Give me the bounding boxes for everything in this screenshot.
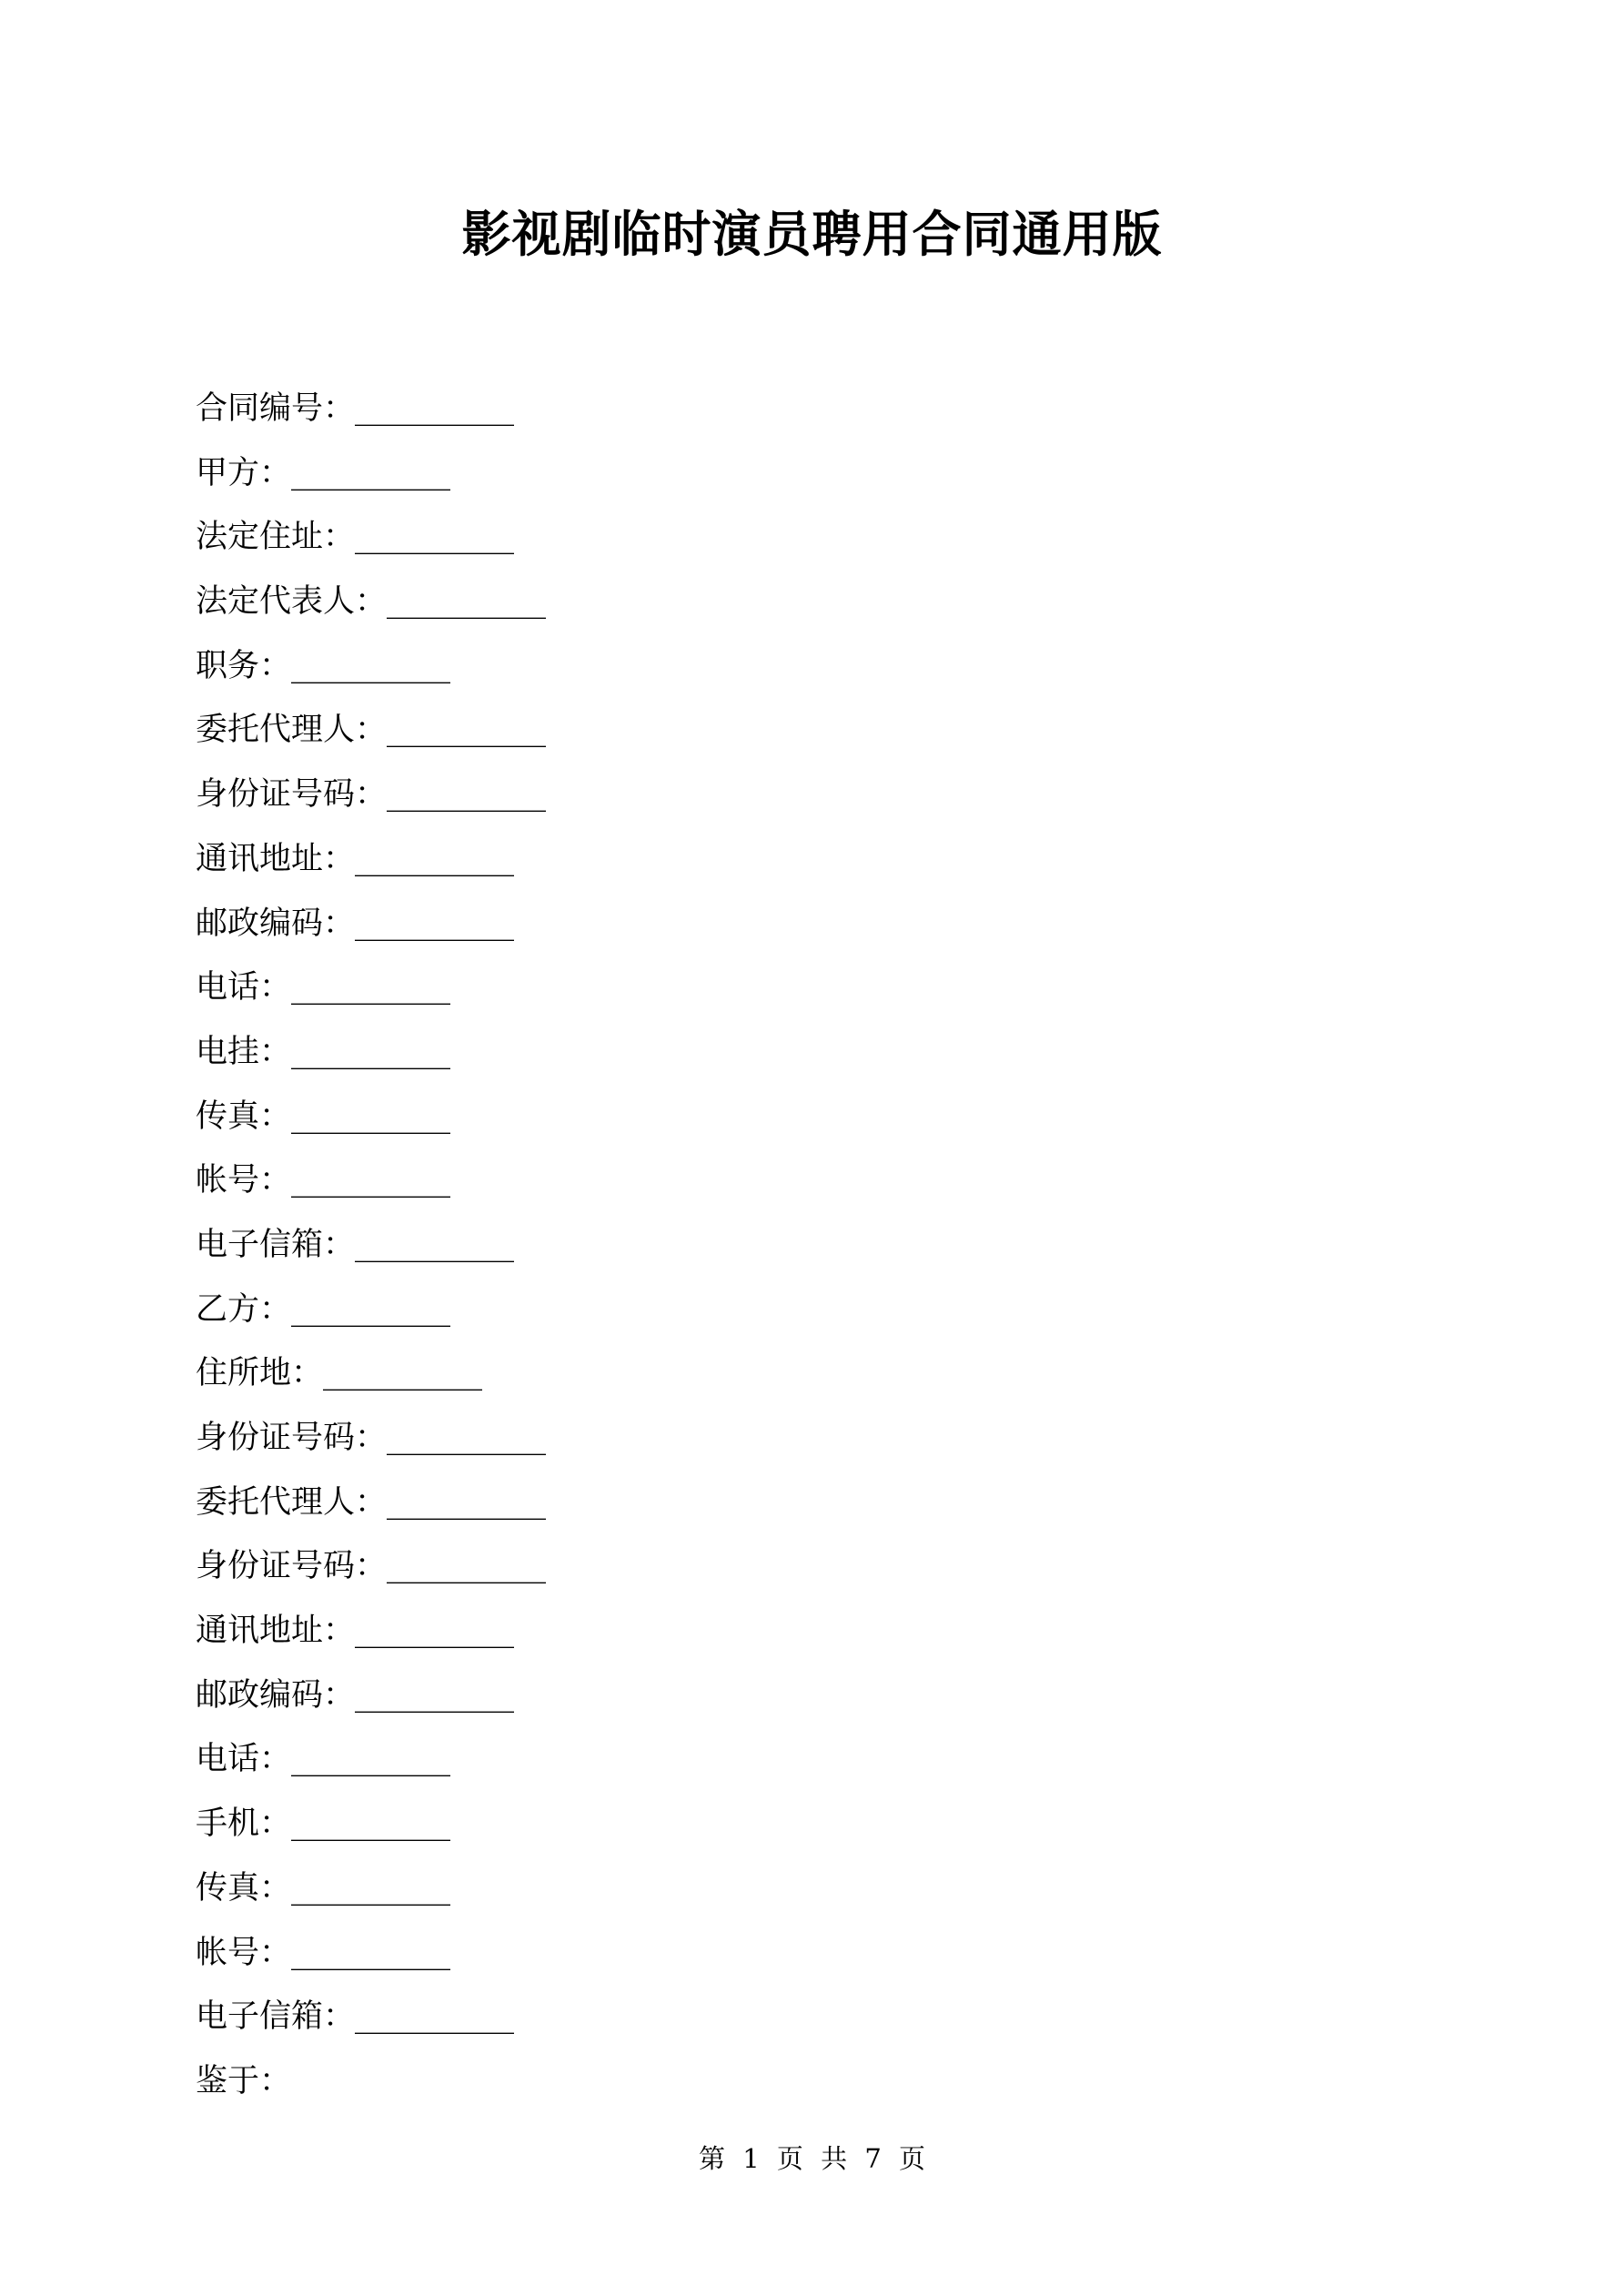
- field-blank: __________: [355, 1226, 515, 1263]
- field-blank: __________: [291, 454, 451, 491]
- field-label: 邮政编码：: [196, 1676, 356, 1714]
- field-row: [196, 2049, 546, 2114]
- field-row: [196, 1856, 546, 1921]
- field-blank: __________: [291, 647, 451, 684]
- field-row: [196, 1148, 546, 1213]
- field-label: 电挂：: [196, 1033, 292, 1070]
- field-blank: __________: [291, 969, 451, 1006]
- field-row: [196, 698, 546, 763]
- field-blank: __________: [355, 390, 515, 427]
- field-label: 手机：: [196, 1805, 292, 1843]
- field-label: 传真：: [196, 1869, 292, 1907]
- field-label: 身份证号码：: [196, 776, 388, 814]
- field-blank: __________: [323, 1355, 483, 1392]
- field-blank: __________: [355, 1998, 515, 2036]
- field-label: 住所地：: [196, 1355, 324, 1392]
- field-blank: __________: [355, 840, 515, 877]
- field-label: 电子信箱：: [196, 1226, 356, 1263]
- field-label: 甲方：: [196, 454, 292, 491]
- field-row: [196, 892, 546, 956]
- field-blank: __________: [291, 1934, 451, 1971]
- field-label: 鉴于：: [196, 2062, 292, 2099]
- field-row: [196, 1341, 546, 1406]
- field-label: 身份证号码：: [196, 1420, 388, 1456]
- field-row: [196, 763, 546, 827]
- field-label: 邮政编码：: [196, 905, 356, 942]
- field-blank: __________: [355, 905, 515, 942]
- field-row: [196, 570, 546, 634]
- field-blank: __________: [387, 1548, 547, 1585]
- field-blank: __________: [355, 1613, 515, 1650]
- field-blank: __________: [291, 1290, 451, 1328]
- field-row: [196, 1664, 546, 1728]
- field-blank: __________: [355, 1676, 515, 1714]
- field-label: 电子信箱：: [196, 1998, 356, 2036]
- field-row: [196, 1406, 546, 1471]
- field-label: 职务：: [196, 647, 292, 684]
- field-blank: __________: [387, 1420, 547, 1456]
- field-row: [196, 956, 546, 1020]
- field-label: 电话：: [196, 969, 292, 1006]
- field-blank: __________: [291, 1741, 451, 1778]
- field-label: 帐号：: [196, 1162, 292, 1199]
- field-label: 通讯地址：: [196, 1613, 356, 1650]
- document-title: 影视剧临时演员聘用合同通用版: [461, 205, 1163, 263]
- field-row: [196, 1085, 546, 1149]
- field-blank: __________: [387, 712, 547, 749]
- contract-fields-list: [196, 377, 546, 2114]
- field-row: [196, 1985, 546, 2049]
- field-row: [196, 1599, 546, 1664]
- field-blank: __________: [291, 1805, 451, 1843]
- field-blank: __________: [291, 1869, 451, 1907]
- field-row: [196, 827, 546, 892]
- field-label: 法定住址：: [196, 519, 356, 556]
- field-row: [196, 1213, 546, 1278]
- field-label: 通讯地址：: [196, 840, 356, 877]
- field-blank: __________: [355, 519, 515, 556]
- field-row: [196, 441, 546, 506]
- field-blank: __________: [387, 776, 547, 814]
- field-label: 传真：: [196, 1097, 292, 1135]
- field-label: 帐号：: [196, 1934, 292, 1971]
- field-row: [196, 1792, 546, 1856]
- field-label: 合同编号：: [196, 390, 356, 427]
- page-footer: 第 1 页 共 7 页: [699, 2143, 925, 2174]
- field-row: [196, 1278, 546, 1342]
- field-label: 乙方：: [196, 1290, 292, 1328]
- field-blank: __________: [291, 1162, 451, 1199]
- field-row: [196, 1471, 546, 1535]
- field-row: [196, 1921, 546, 1986]
- field-blank: __________: [291, 1097, 451, 1135]
- field-label: 法定代表人：: [196, 583, 388, 621]
- field-blank: __________: [291, 1033, 451, 1070]
- field-label: 身份证号码：: [196, 1548, 388, 1585]
- field-blank: __________: [387, 583, 547, 621]
- field-row: [196, 377, 546, 441]
- field-row: [196, 634, 546, 699]
- field-blank: __________: [387, 1483, 547, 1521]
- field-row: [196, 505, 546, 570]
- field-label: 委托代理人：: [196, 1483, 388, 1521]
- field-row: [196, 1727, 546, 1792]
- field-label: 电话：: [196, 1741, 292, 1778]
- field-row: [196, 1534, 546, 1599]
- field-row: [196, 1020, 546, 1085]
- field-label: 委托代理人：: [196, 712, 388, 749]
